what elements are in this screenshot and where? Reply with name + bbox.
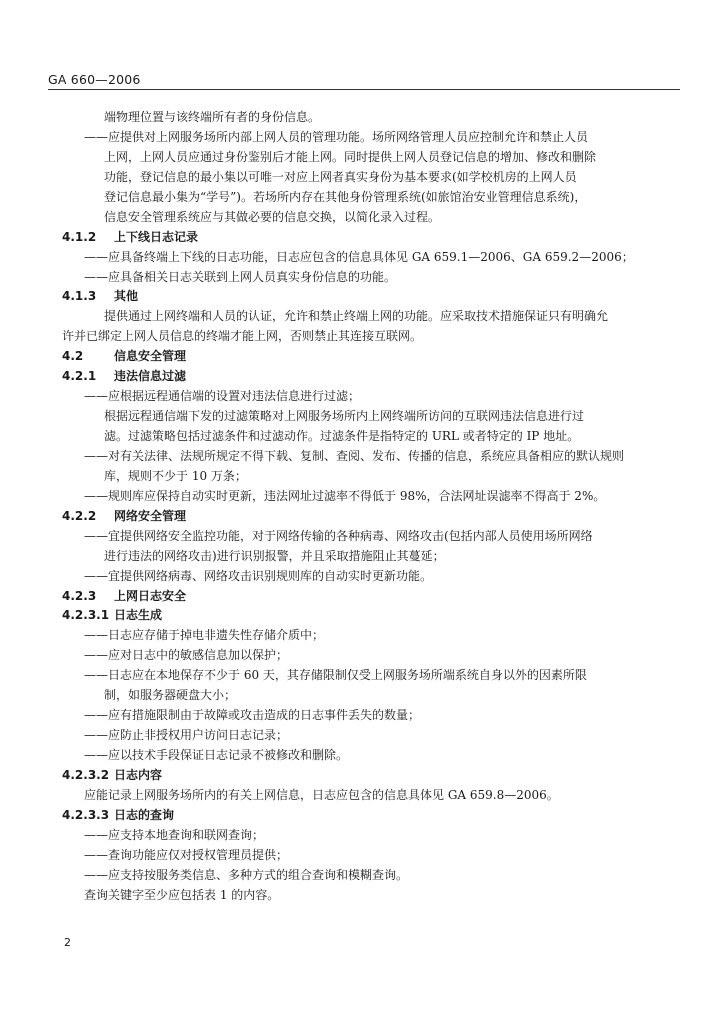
- dash-item: ——日志应存储于掉电非遗失性存储介质中；: [84, 628, 325, 643]
- section-heading-4-2-3-2: [62, 766, 692, 786]
- standard-code: GA 660—2006: [48, 72, 141, 87]
- paragraph-line: 许并已绑定上网人员信息的终端才能上网，否则禁止其连接互联网。: [62, 329, 423, 344]
- section-heading-4-2-3: [62, 587, 692, 607]
- section-heading-4-2-3-1: [62, 606, 692, 626]
- section-number: 4.2.3.1: [62, 608, 110, 623]
- dash-item: ——应有措施限制由于故障或攻击造成的日志事件丢失的数量；: [84, 708, 421, 723]
- dash-item: ——应提供对上网服务场所内部上网人员的管理功能。场所网络管理人员应控制允许和禁止人员: [84, 129, 589, 144]
- paragraph-line: 应能记录上网服务场所内的有关上网信息，日志应包含的信息具体见 GA 659.8—2006。: [84, 787, 559, 802]
- paragraph-line: 端物理位置与该终端所有者的身份信息。: [104, 110, 321, 124]
- dash-item: ——规则库应保持自动实时更新，违法网址过滤率不得低于 98%，合法网址误滤率不得高于 2%。: [84, 488, 606, 503]
- section-heading-4-2-2: [62, 507, 692, 527]
- dash-item: ——应对日志中的敏感信息加以保护；: [84, 648, 289, 663]
- dash-item-continuation: 库，规则不少于 10 万条；: [104, 468, 247, 483]
- section-number: 4.2.1: [62, 369, 97, 384]
- section-title: 日志生成: [114, 608, 163, 623]
- dash-item: ——应支持本地查询和联网查询；: [84, 827, 265, 842]
- section-heading-4-2-1: [62, 367, 692, 387]
- section-number: 4.1.2: [62, 229, 97, 244]
- paragraph-line: 查询关键字至少应包括表 1 的内容。: [84, 887, 280, 902]
- paragraph-line: 提供通过上网终端和人员的认证，允许和禁止终端上网的功能。应采取技术措施保证只有明确允: [104, 309, 609, 324]
- dash-item-continuation: 登记信息最小集为“学号”)。若场所内存在其他身份管理系统(如旅馆治安业管理信息系统)，: [104, 189, 587, 204]
- dash-item: ——日志应在本地保存不少于 60 天，其存储限制仅受上网服务场所端系统自身以外的因素所限: [84, 668, 587, 683]
- section-title: 信息安全管理: [114, 349, 187, 364]
- dash-item: ——对有关法律、法规所规定不得下载、复制、查阅、发布、传播的信息，系统应具备相应的默认规则: [84, 448, 625, 463]
- section-title: 违法信息过滤: [114, 369, 187, 384]
- page-number: 2: [64, 936, 71, 949]
- section-title: 上下线日志记录: [114, 229, 199, 244]
- section-number: 4.2: [62, 349, 84, 364]
- dash-item: ——应根据远程通信端的设置对违法信息进行过滤；: [84, 389, 361, 404]
- paragraph-line: 滤。过滤策略包括过滤条件和过滤动作。过滤条件是指特定的 URL 或者特定的 IP 地址。: [104, 429, 580, 443]
- section-number: 4.2.3: [62, 588, 97, 603]
- section-number: 4.2.2: [62, 508, 97, 523]
- dash-item: ——宜提供网络安全监控功能，对于网络传输的各种病毒、网络攻击(包括内部人员使用场所网络: [84, 528, 593, 543]
- section-number: 4.2.3.3: [62, 807, 110, 822]
- section-heading-4-1-2: [62, 228, 692, 248]
- section-number: 4.2.3.2: [62, 767, 110, 782]
- section-title: 日志内容: [114, 767, 163, 782]
- section-heading-4-2: [62, 347, 692, 367]
- dash-item: ——应以技术手段保证日志记录不被修改和删除。: [84, 748, 349, 762]
- dash-item-continuation: 制，如服务器硬盘大小；: [104, 688, 237, 703]
- dash-item-continuation: 功能，登记信息的最小集以可唯一对应上网者真实身份为基本要求(如学校机房的上网人员: [104, 169, 577, 184]
- paragraph-line: 根据远程通信端下发的过滤策略对上网服务场所内上网终端所访问的互联网违法信息进行过: [104, 409, 585, 424]
- dash-item: ——查询功能应仅对授权管理员提供；: [84, 847, 289, 862]
- dash-item: ——应支持按服务类信息、多种方式的组合查询和模糊查询。: [84, 867, 409, 882]
- dash-item: ——应防止非授权用户访问日志记录；: [84, 728, 289, 743]
- section-heading-4-2-3-3: [62, 806, 692, 826]
- section-heading-4-1-3: [62, 287, 692, 307]
- dash-item-continuation: 上网，上网人员应通过身份鉴别后才能上网。同时提供上网人员登记信息的增加、修改和删除: [104, 149, 597, 164]
- section-title: 日志的查询: [114, 807, 175, 822]
- dash-item-continuation: 进行违法的网络攻击)进行识别报警，并且采取措施阻止其蔓延；: [104, 548, 445, 563]
- dash-item: ——应具备相关日志关联到上网人员真实身份信息的功能。: [84, 269, 397, 284]
- body-text: [62, 108, 692, 906]
- section-number: 4.1.3: [62, 289, 97, 304]
- section-title: 其他: [114, 289, 139, 304]
- dash-item: ——应具备终端上下线的日志功能，日志应包含的信息具体见 GA 659.1—2006、GA 659.2—2006；: [84, 249, 634, 264]
- header-rule: [48, 89, 680, 90]
- dash-item: ——宜提供网络病毒、网络攻击识别规则库的自动实时更新功能。: [84, 568, 433, 583]
- section-title: 上网日志安全: [114, 588, 187, 603]
- section-title: 网络安全管理: [114, 508, 187, 523]
- dash-item-continuation: 信息安全管理系统应与其做必要的信息交换，以简化录入过程。: [104, 209, 441, 224]
